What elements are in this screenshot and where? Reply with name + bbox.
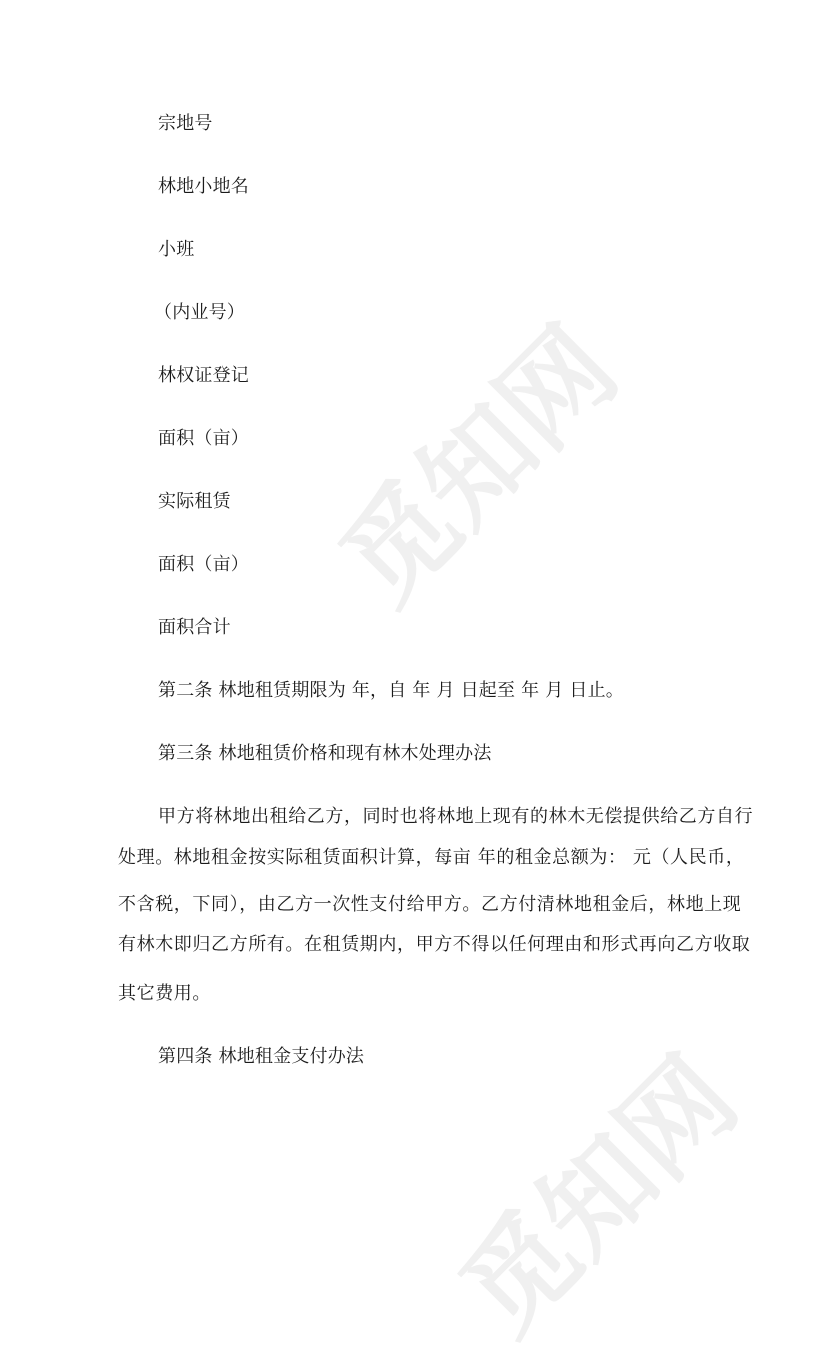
article-4-heading: 第四条 林地租金支付办法 xyxy=(158,1046,365,1067)
field-parcel-number: 宗地号 xyxy=(158,113,213,134)
article-2: 第二条 林地租赁期限为 年，自 年 月 日起至 年 月 日止。 xyxy=(158,680,624,701)
paragraph-line: 其它费用。 xyxy=(118,983,211,1004)
field-forest-place-name: 林地小地名 xyxy=(158,176,249,197)
field-area-mu: 面积（亩） xyxy=(158,428,249,449)
field-forest-right-registration: 林权证登记 xyxy=(158,365,249,386)
article-3-heading: 第三条 林地租赁价格和现有林木处理办法 xyxy=(158,743,492,764)
watermark: 觅知网 xyxy=(316,303,641,628)
field-internal-number: （内业号） xyxy=(154,302,245,323)
paragraph-line: 不含税，下同），由乙方一次性支付给甲方。乙方付清林地租金后，林地上现 xyxy=(118,894,742,915)
paragraph-line: 有林木即归乙方所有。在租赁期内，甲方不得以任何理由和形式再向乙方收取 xyxy=(118,934,751,955)
watermark-bottom: 觅知网 xyxy=(436,1033,761,1358)
field-actual-lease: 实际租赁 xyxy=(158,491,231,512)
field-area-total: 面积合计 xyxy=(158,617,231,638)
paragraph-line: 甲方将林地出租给乙方，同时也将林地上现有的林木无偿提供给乙方自行 xyxy=(158,806,754,827)
paragraph-line: 处理。林地租金按实际租赁面积计算，每亩 年的租金总额为： 元（人民币， xyxy=(118,847,745,868)
field-actual-lease-area-mu: 面积（亩） xyxy=(158,554,249,575)
field-sub-compartment: 小班 xyxy=(158,239,195,260)
